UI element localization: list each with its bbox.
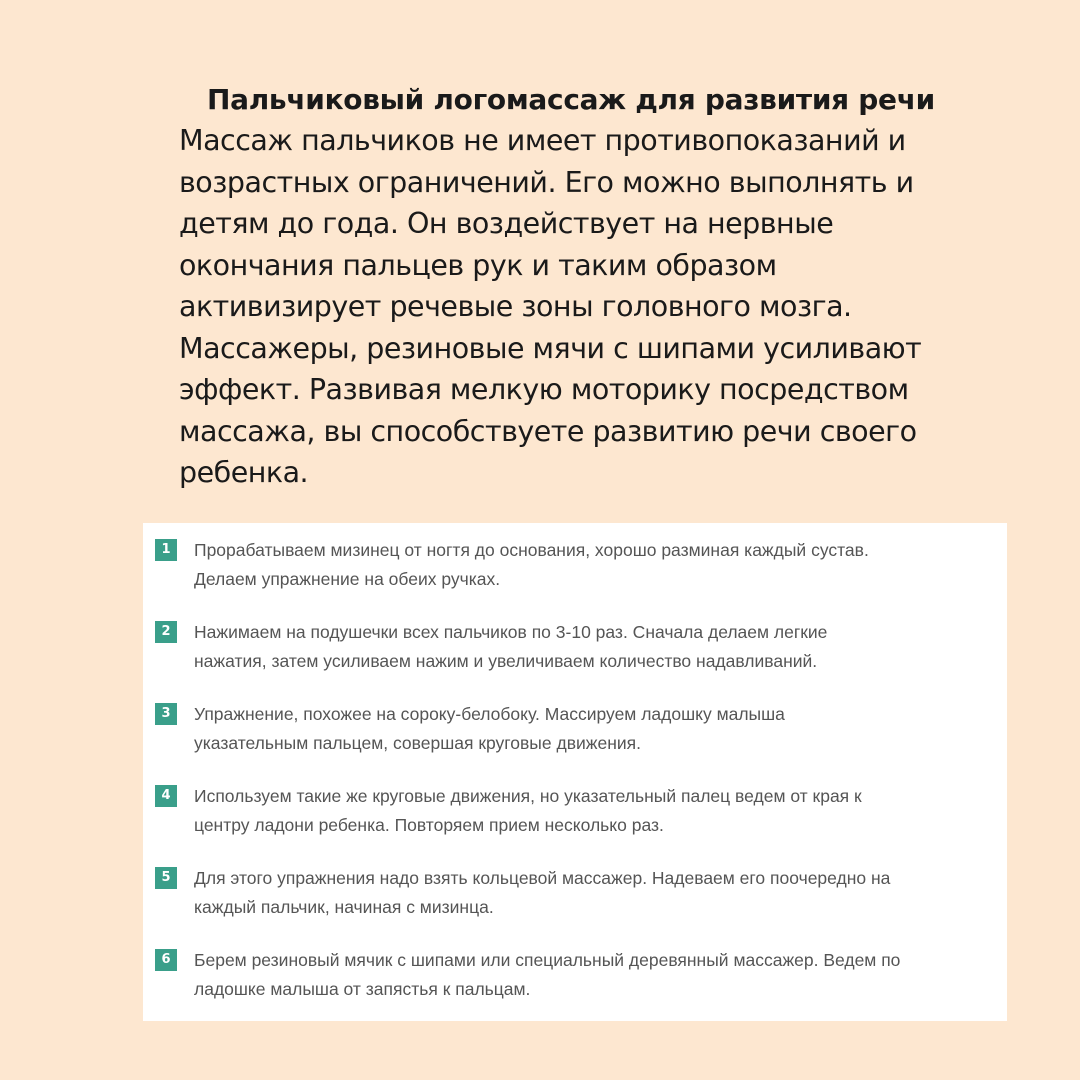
step-text-line: Используем такие же круговые движения, но указательный палец ведем от края к [194,786,862,806]
page-title: Пальчиковый логомассаж для развития речи [207,83,935,116]
step-item [155,777,1005,840]
step-text [194,531,999,594]
step-item [155,941,1005,1004]
step-text-line: Нажимаем на подушечки всех пальчиков по 3-10 раз. Сначала делаем легкие [194,622,828,642]
step-text [194,859,999,922]
step-number-badge: 6 [155,949,177,971]
step-text-line: Упражнение, похожее на сороку-белобоку. Массируем ладошку малыша [194,704,785,724]
intro-paragraph: Массаж пальчиков не имеет противопоказаний и возрастных ограничений. Его можно выполнять и детям до года. Он воздействует на нервные окончания пальцев рук и таким образом активизирует речевые зоны головного мозга. Массажеры, резиновые мячи с шипами усиливают эффект. Развивая мелкую моторику посредством массажа, вы способствуете развитию речи своего ребенка. [179,124,922,489]
steps-card [143,523,1007,1021]
step-text-line: Делаем упражнение на обеих ручках. [194,569,501,589]
step-number-badge: 5 [155,867,177,889]
step-text-line: указательным пальцем, совершая круговые движения. [194,733,641,753]
step-number-badge: 4 [155,785,177,807]
step-number-badge: 2 [155,621,177,643]
step-text-line: Прорабатываем мизинец от ногтя до основания, хорошо разминая каждый сустав. [194,540,869,560]
step-text [194,613,999,676]
step-item [155,531,1005,594]
step-text-line: Берем резиновый мячик с шипами или специальный деревянный массажер. Ведем по [194,950,901,970]
step-item [155,859,1005,922]
step-text-line: Для этого упражнения надо взять кольцевой массажер. Надеваем его поочередно на [194,868,891,888]
step-text-line: каждый пальчик, начиная с мизинца. [194,897,494,917]
step-text-line: нажатия, затем усиливаем нажим и увеличиваем количество надавливаний. [194,651,818,671]
step-text [194,941,999,1004]
step-number-badge: 1 [155,539,177,561]
step-item [155,695,1005,758]
intro-section [179,80,979,494]
step-text-line: центру ладони ребенка. Повторяем прием несколько раз. [194,815,664,835]
step-text [194,695,999,758]
step-text-line: ладошке малыша от запястья к пальцам. [194,979,531,999]
step-number-badge: 3 [155,703,177,725]
step-text [194,777,999,840]
step-item [155,613,1005,676]
